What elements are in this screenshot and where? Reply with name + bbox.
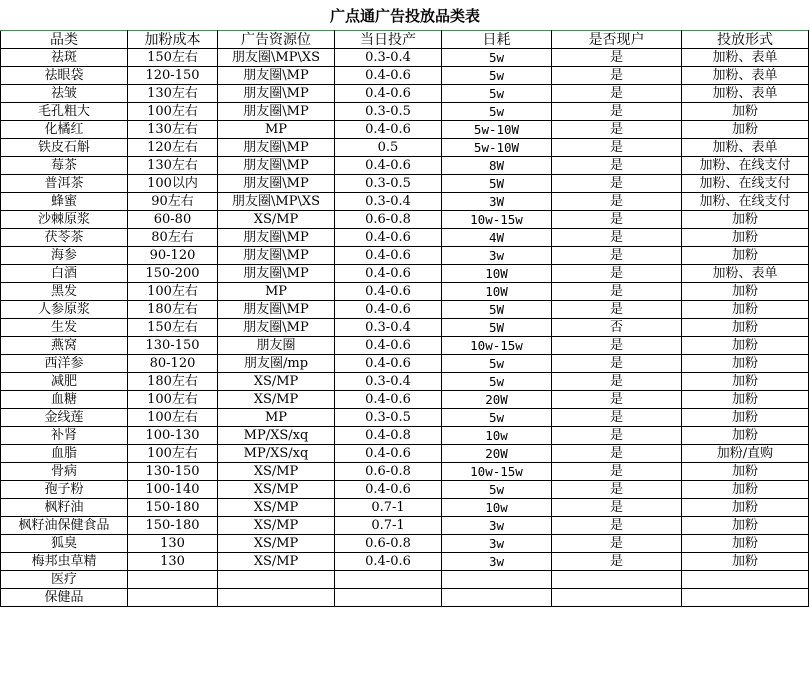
category-cell[interactable]: 茯苓茶 bbox=[1, 229, 128, 247]
fan-cost-cell[interactable]: 100左右 bbox=[128, 283, 218, 301]
existing-account-cell[interactable]: 是 bbox=[552, 463, 682, 481]
table-row bbox=[1, 85, 809, 103]
daily-spend-cell[interactable]: 3w bbox=[442, 535, 552, 553]
existing-account-cell[interactable]: 是 bbox=[552, 391, 682, 409]
ad-slot-cell[interactable]: XS/MP bbox=[218, 211, 335, 229]
delivery-form-cell[interactable]: 加粉、表单 bbox=[682, 265, 809, 283]
existing-account-cell[interactable] bbox=[552, 571, 682, 589]
daily-spend-cell[interactable]: 3W bbox=[442, 193, 552, 211]
fan-cost-cell[interactable]: 90-120 bbox=[128, 247, 218, 265]
daily-spend-cell[interactable]: 20W bbox=[442, 391, 552, 409]
existing-account-cell[interactable]: 是 bbox=[552, 211, 682, 229]
category-cell[interactable]: 枫籽油 bbox=[1, 499, 128, 517]
delivery-form-cell[interactable]: 加粉 bbox=[682, 463, 809, 481]
daily-spend-cell[interactable]: 10w-15w bbox=[442, 211, 552, 229]
daily-spend-cell[interactable]: 10w-15w bbox=[442, 337, 552, 355]
fan-cost-cell[interactable]: 130左右 bbox=[128, 85, 218, 103]
category-cell[interactable]: 黑发 bbox=[1, 283, 128, 301]
category-cell[interactable]: 白酒 bbox=[1, 265, 128, 283]
table-body bbox=[1, 49, 809, 607]
ad-slot-cell[interactable]: 朋友圈\MP\XS bbox=[218, 193, 335, 211]
header-existing-account[interactable]: 是否现户 bbox=[552, 31, 682, 49]
existing-account-cell[interactable]: 是 bbox=[552, 265, 682, 283]
table-row bbox=[1, 193, 809, 211]
fan-cost-cell[interactable]: 150左右 bbox=[128, 49, 218, 67]
table-row bbox=[1, 355, 809, 373]
table-row bbox=[1, 427, 809, 445]
daily-roi-cell[interactable]: 0.4-0.6 bbox=[335, 391, 442, 409]
category-cell[interactable]: 燕窝 bbox=[1, 337, 128, 355]
category-cell[interactable]: 保健品 bbox=[1, 589, 128, 607]
existing-account-cell[interactable]: 是 bbox=[552, 535, 682, 553]
fan-cost-cell[interactable] bbox=[128, 571, 218, 589]
fan-cost-cell[interactable]: 100-130 bbox=[128, 427, 218, 445]
category-cell[interactable]: 普洱茶 bbox=[1, 175, 128, 193]
fan-cost-cell[interactable] bbox=[128, 589, 218, 607]
daily-roi-cell[interactable]: 0.7-1 bbox=[335, 499, 442, 517]
ad-slot-cell[interactable]: 朋友圈\MP bbox=[218, 85, 335, 103]
daily-spend-cell[interactable]: 5W bbox=[442, 319, 552, 337]
fan-cost-cell[interactable]: 100以内 bbox=[128, 175, 218, 193]
daily-roi-cell[interactable]: 0.4-0.6 bbox=[335, 121, 442, 139]
ad-slot-cell[interactable]: XS/MP bbox=[218, 391, 335, 409]
existing-account-cell[interactable]: 是 bbox=[552, 445, 682, 463]
delivery-form-cell[interactable] bbox=[682, 589, 809, 607]
daily-roi-cell[interactable]: 0.3-0.5 bbox=[335, 409, 442, 427]
daily-roi-cell[interactable]: 0.7-1 bbox=[335, 517, 442, 535]
ad-slot-cell[interactable]: 朋友圈\MP bbox=[218, 319, 335, 337]
daily-roi-cell[interactable]: 0.3-0.4 bbox=[335, 49, 442, 67]
header-row bbox=[1, 31, 809, 49]
table-row bbox=[1, 409, 809, 427]
daily-roi-cell[interactable]: 0.4-0.6 bbox=[335, 355, 442, 373]
daily-roi-cell[interactable]: 0.4-0.6 bbox=[335, 283, 442, 301]
daily-roi-cell[interactable]: 0.3-0.4 bbox=[335, 319, 442, 337]
daily-spend-cell[interactable] bbox=[442, 571, 552, 589]
fan-cost-cell[interactable]: 100左右 bbox=[128, 409, 218, 427]
category-cell[interactable]: 孢子粉 bbox=[1, 481, 128, 499]
ad-slot-cell[interactable]: MP/XS/xq bbox=[218, 445, 335, 463]
delivery-form-cell[interactable]: 加粉 bbox=[682, 283, 809, 301]
ad-slot-cell[interactable]: XS/MP bbox=[218, 499, 335, 517]
daily-spend-cell[interactable]: 5W bbox=[442, 301, 552, 319]
category-cell[interactable]: 铁皮石斛 bbox=[1, 139, 128, 157]
category-cell[interactable]: 西洋参 bbox=[1, 355, 128, 373]
existing-account-cell[interactable]: 是 bbox=[552, 373, 682, 391]
fan-cost-cell[interactable]: 150-180 bbox=[128, 499, 218, 517]
table-row bbox=[1, 211, 809, 229]
delivery-form-cell[interactable]: 加粉 bbox=[682, 211, 809, 229]
daily-roi-cell[interactable]: 0.4-0.6 bbox=[335, 301, 442, 319]
header-category[interactable]: 品类 bbox=[1, 31, 128, 49]
delivery-form-cell[interactable]: 加粉 bbox=[682, 481, 809, 499]
ad-slot-cell[interactable]: 朋友圈 bbox=[218, 337, 335, 355]
daily-spend-cell[interactable]: 3w bbox=[442, 517, 552, 535]
existing-account-cell[interactable]: 是 bbox=[552, 139, 682, 157]
daily-spend-cell[interactable]: 5w-10W bbox=[442, 121, 552, 139]
fan-cost-cell[interactable]: 130-150 bbox=[128, 463, 218, 481]
existing-account-cell[interactable]: 是 bbox=[552, 67, 682, 85]
existing-account-cell[interactable]: 是 bbox=[552, 103, 682, 121]
header-delivery-form[interactable]: 投放形式 bbox=[682, 31, 809, 49]
fan-cost-cell[interactable]: 130-150 bbox=[128, 337, 218, 355]
daily-roi-cell[interactable]: 0.4-0.6 bbox=[335, 229, 442, 247]
existing-account-cell[interactable]: 是 bbox=[552, 409, 682, 427]
delivery-form-cell[interactable]: 加粉 bbox=[682, 121, 809, 139]
daily-roi-cell[interactable]: 0.3-0.4 bbox=[335, 373, 442, 391]
existing-account-cell[interactable]: 是 bbox=[552, 85, 682, 103]
delivery-form-cell[interactable]: 加粉 bbox=[682, 517, 809, 535]
daily-roi-cell[interactable]: 0.3-0.5 bbox=[335, 103, 442, 121]
category-cell[interactable]: 毛孔粗大 bbox=[1, 103, 128, 121]
ad-slot-cell[interactable]: XS/MP bbox=[218, 535, 335, 553]
existing-account-cell[interactable]: 是 bbox=[552, 355, 682, 373]
table-row bbox=[1, 535, 809, 553]
table-row bbox=[1, 283, 809, 301]
fan-cost-cell[interactable]: 130 bbox=[128, 553, 218, 571]
ad-slot-cell[interactable]: XS/MP bbox=[218, 373, 335, 391]
delivery-form-cell[interactable] bbox=[682, 571, 809, 589]
existing-account-cell[interactable]: 是 bbox=[552, 193, 682, 211]
existing-account-cell[interactable]: 是 bbox=[552, 427, 682, 445]
category-cell[interactable]: 人参原浆 bbox=[1, 301, 128, 319]
fan-cost-cell[interactable]: 150-200 bbox=[128, 265, 218, 283]
daily-roi-cell[interactable]: 0.6-0.8 bbox=[335, 535, 442, 553]
delivery-form-cell[interactable]: 加粉、表单 bbox=[682, 49, 809, 67]
existing-account-cell[interactable]: 是 bbox=[552, 499, 682, 517]
fan-cost-cell[interactable]: 60-80 bbox=[128, 211, 218, 229]
category-cell[interactable]: 沙棘原浆 bbox=[1, 211, 128, 229]
daily-roi-cell[interactable]: 0.6-0.8 bbox=[335, 211, 442, 229]
delivery-form-cell[interactable]: 加粉 bbox=[682, 553, 809, 571]
table-row bbox=[1, 229, 809, 247]
category-cell[interactable]: 祛斑 bbox=[1, 49, 128, 67]
fan-cost-cell[interactable]: 150-180 bbox=[128, 517, 218, 535]
fan-cost-cell[interactable]: 180左右 bbox=[128, 373, 218, 391]
delivery-form-cell[interactable]: 加粉 bbox=[682, 247, 809, 265]
daily-spend-cell[interactable]: 8W bbox=[442, 157, 552, 175]
table-row bbox=[1, 139, 809, 157]
table-row bbox=[1, 157, 809, 175]
daily-spend-cell[interactable]: 3w bbox=[442, 247, 552, 265]
fan-cost-cell[interactable]: 100左右 bbox=[128, 391, 218, 409]
existing-account-cell[interactable]: 是 bbox=[552, 283, 682, 301]
daily-roi-cell[interactable]: 0.4-0.6 bbox=[335, 85, 442, 103]
ad-slot-cell[interactable]: 朋友圈\MP bbox=[218, 139, 335, 157]
table-row bbox=[1, 445, 809, 463]
fan-cost-cell[interactable]: 120-150 bbox=[128, 67, 218, 85]
ad-slot-cell[interactable]: 朋友圈\MP bbox=[218, 103, 335, 121]
ad-slot-cell[interactable]: 朋友圈\MP\XS bbox=[218, 49, 335, 67]
ad-slot-cell[interactable]: XS/MP bbox=[218, 517, 335, 535]
daily-roi-cell[interactable] bbox=[335, 571, 442, 589]
table-row bbox=[1, 517, 809, 535]
ad-slot-cell[interactable]: XS/MP bbox=[218, 463, 335, 481]
ad-slot-cell[interactable]: 朋友圈/mp bbox=[218, 355, 335, 373]
delivery-form-cell[interactable]: 加粉/直购 bbox=[682, 445, 809, 463]
table-row bbox=[1, 571, 809, 589]
header-ad-slot[interactable]: 广告资源位 bbox=[218, 31, 335, 49]
daily-spend-cell[interactable]: 3w bbox=[442, 553, 552, 571]
category-table bbox=[0, 30, 809, 607]
ad-slot-cell[interactable]: 朋友圈\MP bbox=[218, 157, 335, 175]
category-cell[interactable]: 梅邦虫草精 bbox=[1, 553, 128, 571]
table-row bbox=[1, 481, 809, 499]
daily-spend-cell[interactable]: 10w-15w bbox=[442, 463, 552, 481]
ad-slot-cell[interactable]: 朋友圈\MP bbox=[218, 67, 335, 85]
header-daily-spend[interactable]: 日耗 bbox=[442, 31, 552, 49]
delivery-form-cell[interactable]: 加粉 bbox=[682, 535, 809, 553]
daily-roi-cell[interactable]: 0.4-0.6 bbox=[335, 265, 442, 283]
delivery-form-cell[interactable]: 加粉、在线支付 bbox=[682, 193, 809, 211]
category-cell[interactable]: 海参 bbox=[1, 247, 128, 265]
existing-account-cell[interactable]: 是 bbox=[552, 121, 682, 139]
category-cell[interactable]: 狐臭 bbox=[1, 535, 128, 553]
daily-spend-cell[interactable]: 5w bbox=[442, 373, 552, 391]
fan-cost-cell[interactable]: 80-120 bbox=[128, 355, 218, 373]
daily-spend-cell[interactable]: 4W bbox=[442, 229, 552, 247]
table-row bbox=[1, 121, 809, 139]
ad-slot-cell[interactable]: XS/MP bbox=[218, 481, 335, 499]
ad-slot-cell[interactable]: XS/MP bbox=[218, 553, 335, 571]
category-cell[interactable]: 骨病 bbox=[1, 463, 128, 481]
delivery-form-cell[interactable]: 加粉、表单 bbox=[682, 139, 809, 157]
fan-cost-cell[interactable]: 130左右 bbox=[128, 157, 218, 175]
fan-cost-cell[interactable]: 100左右 bbox=[128, 103, 218, 121]
table-row bbox=[1, 553, 809, 571]
existing-account-cell[interactable] bbox=[552, 589, 682, 607]
daily-roi-cell[interactable]: 0.6-0.8 bbox=[335, 463, 442, 481]
table-row bbox=[1, 49, 809, 67]
table-row bbox=[1, 265, 809, 283]
category-cell[interactable]: 血糖 bbox=[1, 391, 128, 409]
daily-roi-cell[interactable]: 0.5 bbox=[335, 139, 442, 157]
existing-account-cell[interactable]: 是 bbox=[552, 301, 682, 319]
category-cell[interactable]: 祛皱 bbox=[1, 85, 128, 103]
existing-account-cell[interactable]: 是 bbox=[552, 229, 682, 247]
delivery-form-cell[interactable]: 加粉 bbox=[682, 103, 809, 121]
daily-spend-cell[interactable]: 5w bbox=[442, 481, 552, 499]
header-fan-cost[interactable]: 加粉成本 bbox=[128, 31, 218, 49]
table-row bbox=[1, 589, 809, 607]
table-row bbox=[1, 319, 809, 337]
category-cell[interactable]: 补肾 bbox=[1, 427, 128, 445]
delivery-form-cell[interactable]: 加粉 bbox=[682, 319, 809, 337]
existing-account-cell[interactable]: 是 bbox=[552, 517, 682, 535]
table-row bbox=[1, 463, 809, 481]
category-cell[interactable]: 化橘红 bbox=[1, 121, 128, 139]
daily-roi-cell[interactable]: 0.4-0.6 bbox=[335, 157, 442, 175]
fan-cost-cell[interactable]: 100-140 bbox=[128, 481, 218, 499]
daily-roi-cell[interactable]: 0.3-0.5 bbox=[335, 175, 442, 193]
table-row bbox=[1, 337, 809, 355]
table-row bbox=[1, 67, 809, 85]
table-row bbox=[1, 103, 809, 121]
existing-account-cell[interactable]: 是 bbox=[552, 157, 682, 175]
daily-roi-cell[interactable]: 0.4-0.6 bbox=[335, 247, 442, 265]
category-cell[interactable]: 减肥 bbox=[1, 373, 128, 391]
daily-spend-cell[interactable]: 5w bbox=[442, 355, 552, 373]
daily-roi-cell[interactable]: 0.4-0.6 bbox=[335, 337, 442, 355]
table-row bbox=[1, 499, 809, 517]
delivery-form-cell[interactable]: 加粉 bbox=[682, 355, 809, 373]
delivery-form-cell[interactable]: 加粉、在线支付 bbox=[682, 175, 809, 193]
category-cell[interactable]: 枫籽油保健食品 bbox=[1, 517, 128, 535]
fan-cost-cell[interactable]: 80左右 bbox=[128, 229, 218, 247]
daily-roi-cell[interactable]: 0.4-0.8 bbox=[335, 427, 442, 445]
daily-spend-cell[interactable]: 5w bbox=[442, 103, 552, 121]
ad-slot-cell[interactable]: MP bbox=[218, 121, 335, 139]
daily-spend-cell[interactable] bbox=[442, 589, 552, 607]
fan-cost-cell[interactable]: 150左右 bbox=[128, 319, 218, 337]
fan-cost-cell[interactable]: 130左右 bbox=[128, 121, 218, 139]
existing-account-cell[interactable]: 是 bbox=[552, 553, 682, 571]
category-cell[interactable]: 金线莲 bbox=[1, 409, 128, 427]
category-cell[interactable]: 蜂蜜 bbox=[1, 193, 128, 211]
fan-cost-cell[interactable]: 130 bbox=[128, 535, 218, 553]
daily-roi-cell[interactable]: 0.3-0.4 bbox=[335, 193, 442, 211]
table-title: 广点通广告投放品类表 bbox=[329, 6, 480, 25]
delivery-form-cell[interactable]: 加粉 bbox=[682, 499, 809, 517]
category-cell[interactable]: 血脂 bbox=[1, 445, 128, 463]
delivery-form-cell[interactable]: 加粉 bbox=[682, 373, 809, 391]
ad-slot-cell[interactable]: MP bbox=[218, 409, 335, 427]
daily-spend-cell[interactable]: 10W bbox=[442, 283, 552, 301]
ad-slot-cell[interactable] bbox=[218, 571, 335, 589]
daily-spend-cell[interactable]: 5W bbox=[442, 175, 552, 193]
daily-spend-cell[interactable]: 5w-10W bbox=[442, 139, 552, 157]
delivery-form-cell[interactable]: 加粉 bbox=[682, 409, 809, 427]
fan-cost-cell[interactable]: 180左右 bbox=[128, 301, 218, 319]
table-row bbox=[1, 175, 809, 193]
table-row bbox=[1, 247, 809, 265]
category-cell[interactable]: 医疗 bbox=[1, 571, 128, 589]
fan-cost-cell[interactable]: 90左右 bbox=[128, 193, 218, 211]
existing-account-cell[interactable]: 是 bbox=[552, 247, 682, 265]
daily-roi-cell[interactable] bbox=[335, 589, 442, 607]
existing-account-cell[interactable]: 否 bbox=[552, 319, 682, 337]
fan-cost-cell[interactable]: 120左右 bbox=[128, 139, 218, 157]
delivery-form-cell[interactable]: 加粉 bbox=[682, 391, 809, 409]
daily-spend-cell[interactable]: 10w bbox=[442, 427, 552, 445]
ad-slot-cell[interactable]: 朋友圈\MP bbox=[218, 265, 335, 283]
delivery-form-cell[interactable]: 加粉 bbox=[682, 301, 809, 319]
ad-slot-cell[interactable]: 朋友圈\MP bbox=[218, 247, 335, 265]
existing-account-cell[interactable]: 是 bbox=[552, 481, 682, 499]
ad-slot-cell[interactable]: MP bbox=[218, 283, 335, 301]
daily-spend-cell[interactable]: 20W bbox=[442, 445, 552, 463]
daily-spend-cell[interactable]: 5w bbox=[442, 67, 552, 85]
delivery-form-cell[interactable]: 加粉 bbox=[682, 427, 809, 445]
daily-spend-cell[interactable]: 5w bbox=[442, 409, 552, 427]
delivery-form-cell[interactable]: 加粉、在线支付 bbox=[682, 157, 809, 175]
ad-slot-cell[interactable]: 朋友圈\MP bbox=[218, 175, 335, 193]
category-cell[interactable]: 莓茶 bbox=[1, 157, 128, 175]
header-daily-roi[interactable]: 当日投产 bbox=[335, 31, 442, 49]
ad-slot-cell[interactable]: 朋友圈\MP bbox=[218, 301, 335, 319]
existing-account-cell[interactable]: 是 bbox=[552, 49, 682, 67]
fan-cost-cell[interactable]: 100左右 bbox=[128, 445, 218, 463]
delivery-form-cell[interactable]: 加粉、表单 bbox=[682, 67, 809, 85]
daily-spend-cell[interactable]: 10W bbox=[442, 265, 552, 283]
delivery-form-cell[interactable]: 加粉 bbox=[682, 337, 809, 355]
ad-slot-cell[interactable]: MP/XS/xq bbox=[218, 427, 335, 445]
daily-spend-cell[interactable]: 5w bbox=[442, 85, 552, 103]
daily-roi-cell[interactable]: 0.4-0.6 bbox=[335, 481, 442, 499]
table-row bbox=[1, 373, 809, 391]
table-row bbox=[1, 391, 809, 409]
table-row bbox=[1, 301, 809, 319]
daily-spend-cell[interactable]: 5w bbox=[442, 49, 552, 67]
daily-roi-cell[interactable]: 0.4-0.6 bbox=[335, 445, 442, 463]
delivery-form-cell[interactable]: 加粉、表单 bbox=[682, 85, 809, 103]
daily-roi-cell[interactable]: 0.4-0.6 bbox=[335, 67, 442, 85]
ad-slot-cell[interactable]: 朋友圈\MP bbox=[218, 229, 335, 247]
category-cell[interactable]: 祛眼袋 bbox=[1, 67, 128, 85]
existing-account-cell[interactable]: 是 bbox=[552, 175, 682, 193]
daily-roi-cell[interactable]: 0.4-0.6 bbox=[335, 553, 442, 571]
ad-slot-cell[interactable] bbox=[218, 589, 335, 607]
delivery-form-cell[interactable]: 加粉 bbox=[682, 229, 809, 247]
category-cell[interactable]: 生发 bbox=[1, 319, 128, 337]
daily-spend-cell[interactable]: 10w bbox=[442, 499, 552, 517]
existing-account-cell[interactable]: 是 bbox=[552, 337, 682, 355]
